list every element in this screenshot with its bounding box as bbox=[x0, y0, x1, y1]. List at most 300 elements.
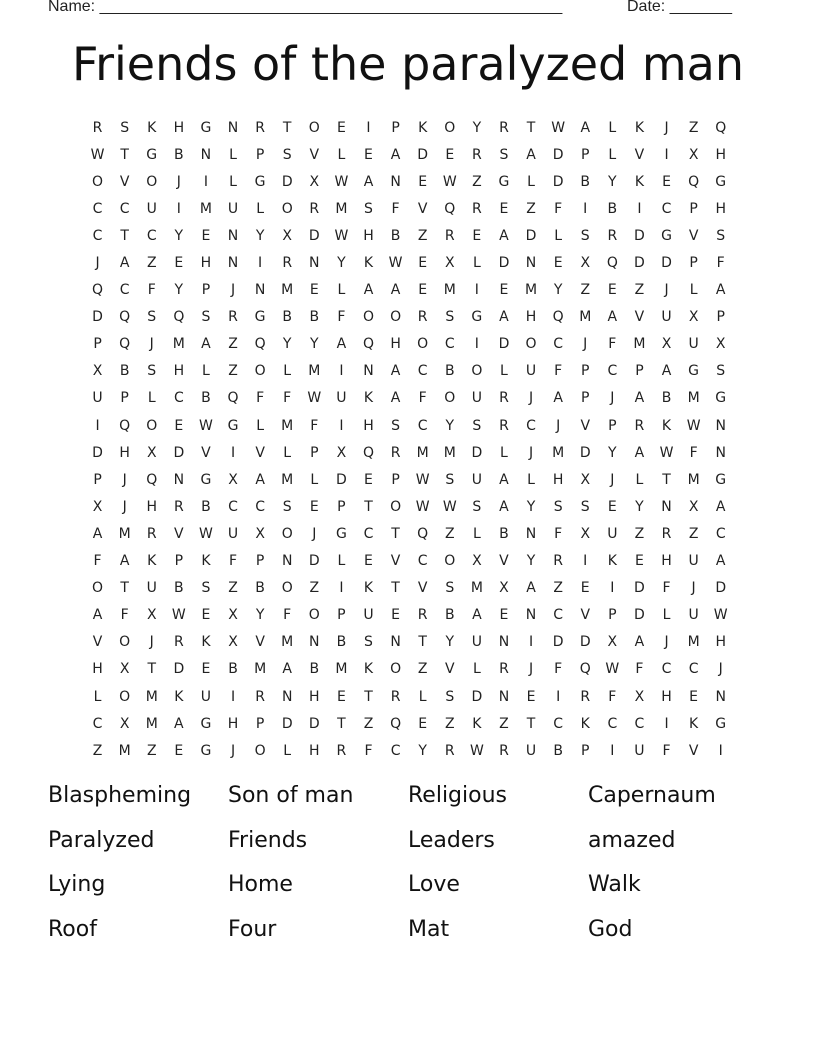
grid-letter: J bbox=[176, 173, 181, 190]
grid-letter: B bbox=[390, 227, 401, 244]
grid-letter: K bbox=[201, 553, 211, 570]
grid-letter: V bbox=[309, 146, 320, 163]
grid-letter: O bbox=[308, 607, 320, 624]
grid-letter: O bbox=[525, 336, 537, 353]
grid-letter: L bbox=[635, 471, 644, 488]
grid-letter: O bbox=[417, 336, 429, 353]
word-list-item: Religious bbox=[408, 783, 507, 808]
grid-letter: N bbox=[715, 688, 726, 705]
grid-letter: Z bbox=[580, 282, 591, 299]
grid-letter: U bbox=[471, 390, 482, 407]
grid-letter: F bbox=[635, 661, 644, 678]
grid-letter: L bbox=[472, 661, 481, 678]
grid-letter: X bbox=[580, 525, 591, 542]
grid-letter: J bbox=[528, 444, 534, 461]
grid-letter: J bbox=[583, 336, 588, 353]
grid-letter: P bbox=[608, 417, 617, 434]
grid-letter: F bbox=[337, 309, 346, 326]
grid-letter: P bbox=[337, 498, 346, 515]
grid-letter: O bbox=[444, 390, 456, 407]
grid-letter: Q bbox=[362, 444, 374, 461]
grid-letter: B bbox=[336, 634, 347, 651]
grid-letter: R bbox=[499, 742, 509, 759]
grid-letter: R bbox=[173, 498, 184, 515]
grid-letter: L bbox=[554, 227, 563, 244]
grid-letter: P bbox=[716, 309, 725, 326]
grid-letter: L bbox=[229, 173, 237, 190]
grid-letter: R bbox=[444, 742, 455, 759]
grid-letter: A bbox=[661, 363, 672, 380]
grid-letter: M bbox=[281, 634, 294, 651]
word-list-item: God bbox=[588, 916, 633, 942]
grid-letter: A bbox=[390, 390, 401, 407]
grid-letter: I bbox=[583, 553, 588, 570]
grid-letter: A bbox=[499, 309, 509, 326]
grid-letter: F bbox=[283, 607, 292, 624]
grid-letter: W bbox=[199, 417, 213, 434]
grid-letter: J bbox=[149, 336, 154, 353]
grid-letter: R bbox=[255, 688, 265, 705]
grid-letter: Z bbox=[228, 363, 238, 380]
grid-letter: G bbox=[715, 390, 727, 407]
grid-letter: A bbox=[390, 146, 401, 163]
grid-letter: J bbox=[610, 471, 615, 488]
grid-letter: I bbox=[95, 417, 100, 434]
grid-letter: X bbox=[282, 227, 292, 244]
grid-letter: R bbox=[471, 200, 482, 217]
grid-letter: E bbox=[607, 498, 617, 515]
grid-letter: R bbox=[580, 688, 591, 705]
grid-letter: M bbox=[281, 282, 294, 299]
grid-letter: G bbox=[715, 715, 727, 732]
grid-letter: F bbox=[554, 661, 563, 678]
grid-letter: I bbox=[610, 580, 615, 597]
word-list-item: Home bbox=[228, 872, 293, 897]
grid-letter: C bbox=[92, 227, 103, 244]
grid-letter: H bbox=[363, 227, 374, 244]
grid-letter: W bbox=[551, 119, 566, 136]
grid-letter: O bbox=[281, 525, 293, 542]
grid-letter: Y bbox=[445, 634, 455, 651]
grid-letter: E bbox=[418, 173, 428, 190]
grid-letter: C bbox=[228, 498, 238, 515]
grid-letter: M bbox=[335, 200, 348, 217]
grid-letter: O bbox=[471, 363, 483, 380]
grid-letter: D bbox=[471, 688, 483, 705]
grid-letter: O bbox=[390, 498, 402, 515]
grid-letter: J bbox=[610, 390, 615, 407]
grid-letter: S bbox=[391, 417, 401, 434]
grid-letter: C bbox=[634, 715, 645, 732]
grid-letter: M bbox=[199, 200, 212, 217]
grid-letter: W bbox=[334, 227, 349, 244]
grid-letter: D bbox=[661, 255, 672, 272]
grid-letter: C bbox=[417, 363, 428, 380]
word-list-item: Four bbox=[228, 916, 277, 942]
grid-letter: I bbox=[637, 200, 642, 217]
grid-letter: U bbox=[688, 607, 699, 624]
grid-letter: P bbox=[174, 553, 184, 570]
grid-letter: V bbox=[255, 444, 265, 461]
grid-letter: X bbox=[336, 444, 347, 461]
grid-letter: A bbox=[634, 634, 645, 651]
grid-letter: C bbox=[92, 715, 103, 732]
grid-letter: O bbox=[308, 119, 320, 136]
grid-letter: Z bbox=[553, 580, 563, 597]
grid-letter: I bbox=[474, 282, 479, 299]
grid-letter: O bbox=[390, 661, 402, 678]
grid-letter: U bbox=[227, 200, 239, 217]
grid-letter: U bbox=[200, 688, 212, 705]
grid-letter: Y bbox=[337, 255, 346, 272]
word-list-item: amazed bbox=[588, 827, 676, 853]
grid-letter: G bbox=[335, 525, 347, 542]
grid-letter: D bbox=[552, 173, 564, 190]
grid-letter: L bbox=[337, 146, 346, 163]
grid-letter: Q bbox=[390, 715, 402, 732]
grid-letter: R bbox=[228, 309, 238, 326]
grid-letter: I bbox=[176, 200, 181, 217]
grid-letter: K bbox=[363, 255, 374, 272]
grid-letter: S bbox=[445, 580, 455, 597]
grid-letter: D bbox=[173, 661, 185, 678]
grid-letter: L bbox=[527, 471, 535, 488]
grid-letter: L bbox=[229, 146, 237, 163]
grid-letter: W bbox=[90, 146, 105, 163]
grid-letter: V bbox=[119, 173, 130, 190]
grid-letter: B bbox=[174, 580, 184, 597]
grid-letter: M bbox=[145, 715, 158, 732]
grid-letter: X bbox=[607, 634, 618, 651]
grid-letter: P bbox=[635, 363, 644, 380]
grid-letter: Q bbox=[606, 255, 618, 272]
date-field-label: Date: _______ bbox=[627, 0, 732, 15]
grid-letter: E bbox=[418, 282, 428, 299]
grid-letter: V bbox=[688, 742, 699, 759]
grid-letter: E bbox=[418, 255, 428, 272]
grid-letter: Q bbox=[362, 336, 374, 353]
grid-letter: T bbox=[391, 580, 400, 597]
grid-letter: Q bbox=[254, 336, 266, 353]
grid-letter: W bbox=[199, 525, 213, 542]
grid-letter: D bbox=[525, 227, 537, 244]
grid-letter: X bbox=[472, 553, 482, 570]
grid-letter: G bbox=[146, 146, 158, 163]
word-list-item: Lying bbox=[48, 872, 106, 897]
grid-letter: V bbox=[174, 525, 184, 542]
grid-letter: P bbox=[689, 255, 698, 272]
grid-letter: U bbox=[363, 607, 374, 624]
grid-letter: Z bbox=[417, 661, 428, 678]
grid-letter: B bbox=[553, 742, 563, 759]
grid-letter: C bbox=[417, 553, 428, 570]
grid-letter: R bbox=[661, 525, 672, 542]
grid-letter: J bbox=[95, 255, 100, 272]
grid-letter: W bbox=[171, 607, 186, 624]
grid-letter: M bbox=[579, 309, 592, 326]
grid-letter: D bbox=[634, 227, 645, 244]
grid-letter: P bbox=[581, 390, 590, 407]
grid-letter: C bbox=[119, 200, 130, 217]
grid-letter: V bbox=[417, 580, 428, 597]
grid-letter: Z bbox=[688, 525, 699, 542]
grid-letter: C bbox=[92, 200, 103, 217]
grid-letter: J bbox=[691, 580, 696, 597]
grid-letter: P bbox=[581, 742, 590, 759]
grid-letter: B bbox=[119, 363, 130, 380]
grid-letter: Y bbox=[472, 119, 482, 136]
grid-letter: P bbox=[255, 553, 265, 570]
grid-letter: G bbox=[200, 715, 212, 732]
grid-letter: P bbox=[689, 200, 698, 217]
grid-letter: Y bbox=[608, 173, 617, 190]
grid-letter: I bbox=[556, 688, 561, 705]
grid-letter: R bbox=[417, 607, 428, 624]
grid-letter: A bbox=[553, 390, 563, 407]
grid-letter: Q bbox=[227, 390, 239, 407]
grid-letter: F bbox=[147, 282, 156, 299]
grid-letter: O bbox=[92, 580, 104, 597]
grid-letter: J bbox=[664, 119, 669, 136]
grid-letter: S bbox=[201, 580, 211, 597]
grid-letter: J bbox=[122, 471, 127, 488]
grid-letter: E bbox=[634, 553, 644, 570]
grid-letter: B bbox=[282, 309, 292, 326]
grid-letter: G bbox=[200, 742, 212, 759]
grid-letter: D bbox=[417, 146, 429, 163]
grid-letter: Q bbox=[417, 525, 429, 542]
grid-letter: W bbox=[605, 661, 620, 678]
word-list-item: Roof bbox=[48, 916, 97, 942]
grid-letter: I bbox=[474, 336, 479, 353]
grid-letter: W bbox=[469, 742, 484, 759]
grid-letter: B bbox=[201, 498, 211, 515]
grid-letter: C bbox=[444, 336, 455, 353]
grid-letter: X bbox=[119, 661, 130, 678]
grid-letter: H bbox=[309, 742, 320, 759]
grid-letter: V bbox=[580, 417, 591, 434]
grid-letter: E bbox=[364, 471, 373, 488]
grid-letter: P bbox=[337, 607, 346, 624]
grid-letter: R bbox=[390, 688, 401, 705]
grid-letter: Q bbox=[173, 309, 185, 326]
grid-letter: S bbox=[499, 146, 509, 163]
grid-letter: A bbox=[634, 444, 645, 461]
grid-letter: D bbox=[336, 471, 347, 488]
grid-letter: V bbox=[634, 309, 645, 326]
grid-letter: Y bbox=[255, 227, 265, 244]
grid-letter: D bbox=[173, 444, 185, 461]
grid-letter: C bbox=[688, 661, 699, 678]
grid-letter: H bbox=[390, 336, 401, 353]
grid-letter: X bbox=[580, 255, 591, 272]
grid-letter: O bbox=[119, 688, 131, 705]
grid-letter: I bbox=[339, 417, 344, 434]
grid-letter: E bbox=[472, 227, 482, 244]
grid-letter: I bbox=[610, 742, 615, 759]
grid-letter: E bbox=[174, 417, 184, 434]
grid-letter: J bbox=[122, 498, 127, 515]
grid-letter: A bbox=[119, 255, 130, 272]
grid-letter: G bbox=[227, 417, 239, 434]
grid-letter: C bbox=[553, 336, 564, 353]
grid-letter: R bbox=[471, 146, 482, 163]
grid-letter: P bbox=[581, 363, 590, 380]
grid-letter: Q bbox=[119, 309, 131, 326]
grid-letter: R bbox=[499, 661, 509, 678]
grid-letter: H bbox=[525, 309, 537, 326]
grid-letter: T bbox=[364, 498, 373, 515]
grid-letter: R bbox=[92, 119, 103, 136]
grid-letter: B bbox=[444, 607, 455, 624]
grid-letter: A bbox=[499, 227, 509, 244]
grid-letter: N bbox=[715, 444, 726, 461]
grid-letter: F bbox=[554, 363, 563, 380]
grid-letter: D bbox=[552, 634, 564, 651]
grid-letter: K bbox=[418, 119, 428, 136]
grid-letter: F bbox=[391, 200, 400, 217]
word-list-item: Mat bbox=[408, 916, 450, 942]
grid-letter: E bbox=[309, 498, 319, 515]
grid-letter: A bbox=[390, 363, 401, 380]
grid-letter: E bbox=[201, 661, 211, 678]
grid-letter: R bbox=[607, 227, 618, 244]
grid-letter: N bbox=[254, 282, 266, 299]
grid-letter: A bbox=[526, 146, 536, 163]
grid-letter: H bbox=[363, 417, 374, 434]
grid-letter: K bbox=[174, 688, 184, 705]
grid-letter: A bbox=[336, 336, 347, 353]
grid-letter: X bbox=[688, 309, 699, 326]
grid-letter: L bbox=[256, 200, 265, 217]
grid-letter: Z bbox=[146, 742, 157, 759]
grid-letter: B bbox=[255, 580, 265, 597]
grid-letter: D bbox=[308, 227, 320, 244]
grid-letter: H bbox=[715, 146, 726, 163]
grid-letter: E bbox=[553, 255, 563, 272]
grid-letter: Y bbox=[526, 553, 536, 570]
grid-letter: H bbox=[715, 200, 726, 217]
grid-letter: S bbox=[716, 227, 726, 244]
grid-letter: X bbox=[92, 363, 103, 380]
grid-letter: A bbox=[607, 309, 618, 326]
grid-letter: D bbox=[634, 255, 645, 272]
grid-letter: O bbox=[444, 119, 456, 136]
grid-letter: E bbox=[336, 119, 346, 136]
letter-grid bbox=[84, 114, 734, 764]
grid-letter: H bbox=[146, 498, 157, 515]
grid-letter: V bbox=[201, 444, 211, 461]
grid-letter: Z bbox=[309, 580, 320, 597]
grid-letter: G bbox=[254, 309, 266, 326]
grid-letter: P bbox=[93, 471, 102, 488]
grid-letter: O bbox=[254, 363, 266, 380]
grid-letter: N bbox=[200, 146, 212, 163]
grid-letter: P bbox=[391, 119, 400, 136]
grid-letter: G bbox=[471, 309, 483, 326]
grid-letter: Z bbox=[417, 227, 428, 244]
grid-letter: M bbox=[525, 282, 538, 299]
grid-letter: N bbox=[281, 553, 293, 570]
grid-letter: X bbox=[715, 336, 726, 353]
grid-letter: L bbox=[337, 282, 346, 299]
grid-letter: N bbox=[525, 525, 537, 542]
grid-letter: Y bbox=[282, 336, 292, 353]
grid-letter: Q bbox=[146, 471, 158, 488]
grid-letter: I bbox=[230, 444, 236, 461]
grid-letter: A bbox=[526, 580, 536, 597]
grid-letter: A bbox=[499, 498, 509, 515]
grid-letter: J bbox=[664, 634, 669, 651]
grid-letter: B bbox=[580, 173, 591, 190]
grid-letter: R bbox=[282, 255, 293, 272]
grid-letter: N bbox=[227, 255, 239, 272]
grid-letter: K bbox=[580, 715, 590, 732]
grid-letter: S bbox=[472, 498, 482, 515]
grid-letter: A bbox=[472, 607, 482, 624]
grid-letter: T bbox=[120, 227, 129, 244]
grid-letter: S bbox=[553, 498, 563, 515]
word-list-item: Son of man bbox=[228, 783, 354, 808]
grid-letter: H bbox=[119, 444, 130, 461]
grid-letter: T bbox=[120, 580, 129, 597]
grid-letter: Z bbox=[499, 715, 509, 732]
grid-letter: K bbox=[201, 634, 211, 651]
grid-letter: X bbox=[92, 498, 103, 515]
grid-letter: V bbox=[390, 553, 401, 570]
grid-letter: R bbox=[499, 119, 509, 136]
grid-letter: I bbox=[339, 363, 344, 380]
grid-letter: T bbox=[282, 119, 292, 136]
grid-letter: T bbox=[526, 715, 536, 732]
grid-letter: E bbox=[201, 607, 211, 624]
grid-letter: R bbox=[173, 634, 184, 651]
grid-letter: A bbox=[119, 553, 130, 570]
grid-letter: M bbox=[281, 417, 294, 434]
grid-letter: L bbox=[310, 471, 319, 488]
word-list bbox=[48, 778, 768, 956]
grid-letter: Q bbox=[579, 661, 591, 678]
grid-letter: A bbox=[580, 119, 591, 136]
grid-letter: D bbox=[715, 580, 727, 597]
grid-letter: L bbox=[662, 607, 671, 624]
grid-letter: O bbox=[444, 553, 456, 570]
grid-letter: F bbox=[662, 742, 671, 759]
grid-letter: L bbox=[472, 255, 481, 272]
grid-letter: O bbox=[146, 173, 158, 190]
grid-letter: K bbox=[689, 715, 699, 732]
grid-letter: C bbox=[363, 525, 374, 542]
grid-letter: E bbox=[662, 173, 671, 190]
grid-letter: L bbox=[608, 119, 617, 136]
grid-letter: J bbox=[230, 742, 236, 759]
grid-letter: Y bbox=[310, 336, 319, 353]
grid-letter: E bbox=[580, 580, 590, 597]
grid-letter: J bbox=[664, 282, 669, 299]
grid-letter: L bbox=[500, 444, 508, 461]
grid-letter: L bbox=[283, 444, 292, 461]
grid-letter: N bbox=[309, 255, 320, 272]
grid-letter: H bbox=[92, 661, 103, 678]
grid-letter: I bbox=[718, 742, 723, 759]
grid-letter: Y bbox=[445, 417, 455, 434]
grid-letter: J bbox=[149, 634, 154, 651]
grid-letter: I bbox=[258, 255, 263, 272]
grid-letter: Z bbox=[228, 336, 238, 353]
grid-letter: P bbox=[201, 282, 211, 299]
grid-letter: E bbox=[391, 607, 400, 624]
grid-letter: A bbox=[363, 173, 374, 190]
